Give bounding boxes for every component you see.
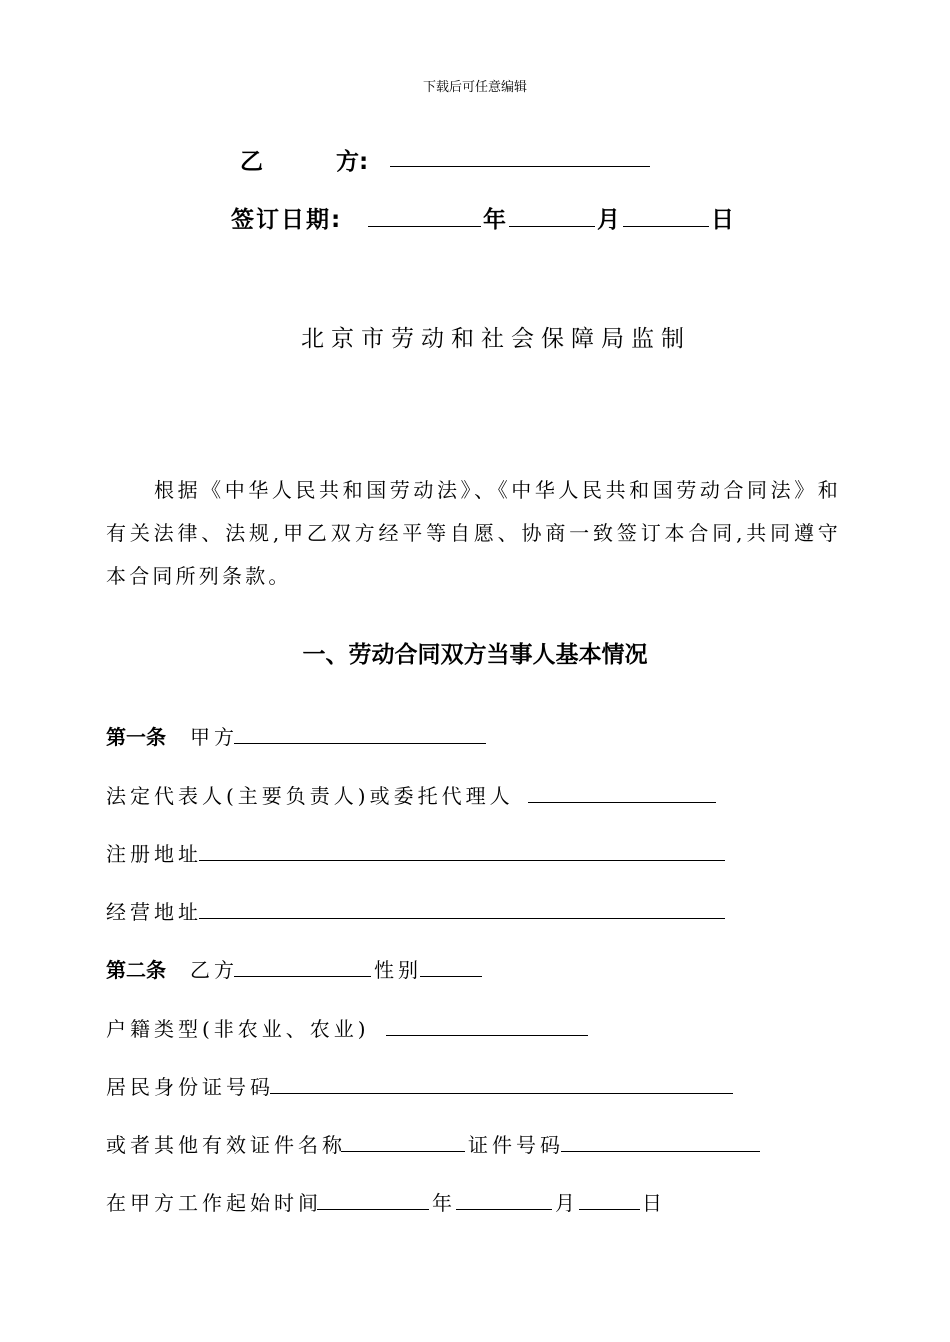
start-day-blank[interactable] [579,1209,640,1210]
start-day-label: 日 [642,1191,666,1215]
article-1-label: 第一条 [106,725,166,749]
start-month-blank[interactable] [456,1209,552,1210]
supervisor-text: 北京市劳动和社会保障局监制 [301,326,691,352]
legal-rep-blank[interactable] [528,802,716,803]
sign-year-label: 年 [483,207,506,233]
party-b-label: 乙 [240,149,263,175]
start-time-label: 在甲方工作起始时间 [106,1191,322,1215]
hukou-blank[interactable] [386,1035,588,1036]
sign-month-blank[interactable] [509,226,595,227]
header-note: 下载后可任意编辑 [422,80,527,95]
section-title: 一、劳动合同双方当事人基本情况 [302,642,648,668]
id-number-label: 居民身份证号码 [106,1075,274,1099]
biz-address-label: 经营地址 [106,900,202,924]
start-year-label: 年 [432,1191,456,1215]
party-b-field-label: 乙方 [190,958,238,982]
sign-date-label: 签订日期: [231,207,343,233]
party-a-blank[interactable] [234,743,486,744]
other-id-name-blank[interactable] [341,1151,465,1152]
other-id-name-label: 或者其他有效证件名称 [106,1133,346,1157]
article-2-label: 第二条 [106,958,166,982]
gender-blank[interactable] [420,976,482,977]
id-no-label: 证件号码 [468,1133,564,1157]
sign-day-blank[interactable] [623,226,709,227]
reg-address-label: 注册地址 [106,842,202,866]
party-a-label: 甲方 [190,725,238,749]
sign-year-blank[interactable] [368,226,481,227]
sign-month-label: 月 [597,207,620,233]
party-b-name-blank[interactable] [234,976,371,977]
sign-day-label: 日 [711,207,734,233]
id-no-blank[interactable] [561,1151,760,1152]
start-year-blank[interactable] [317,1209,429,1210]
id-number-blank[interactable] [270,1093,733,1094]
gender-label: 性别 [374,958,422,982]
party-b-label-suffix: 方: [336,149,369,175]
legal-rep-label: 法定代表人(主要负责人)或委托代理人 [106,784,514,808]
preamble-paragraph: 根据《中华人民共和国劳动法》、《中华人民共和国劳动合同法》和有关法律、法规,甲乙双方经平等自愿、协商一致签订本合同,共同遵守本合同所列条款。 [106,478,841,588]
biz-address-blank[interactable] [199,918,725,919]
hukou-label: 户籍类型(非农业、农业) [106,1017,370,1041]
reg-address-blank[interactable] [199,860,725,861]
start-month-label: 月 [555,1191,579,1215]
party-b-blank[interactable] [390,166,650,167]
